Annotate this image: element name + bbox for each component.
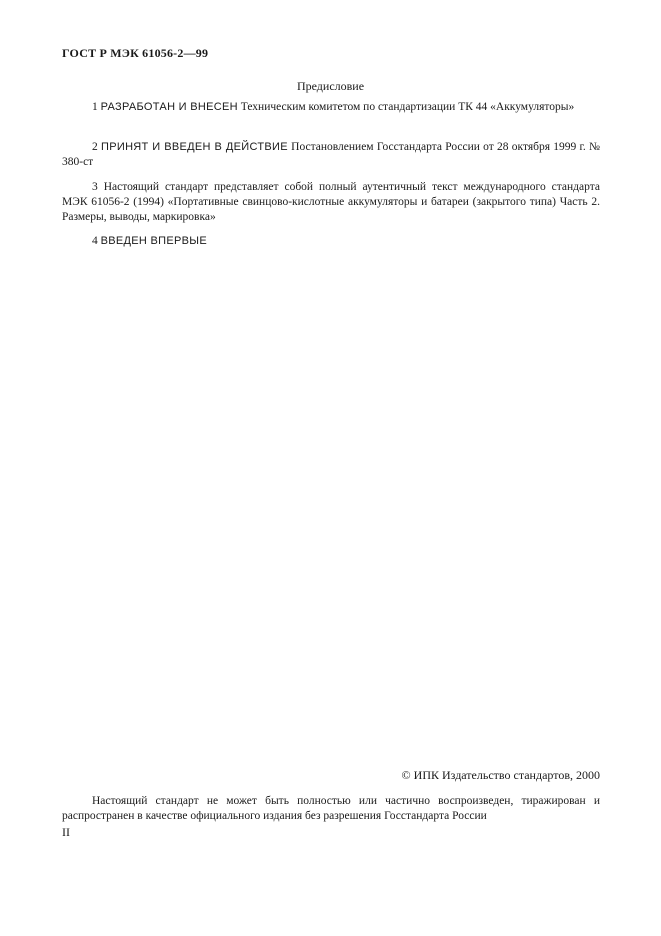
paragraph-number: 1: [92, 101, 98, 113]
paragraph-text: Постановлением Госстандарта России от 28 октября 1999 г. № 380-ст: [62, 141, 601, 168]
paragraph-text: Техническим комитетом по стандартизации ТК 44 «Аккумуляторы»: [240, 101, 575, 113]
paragraph-lead: ПРИНЯТ И ВВЕДЕН В ДЕЙСТВИЕ: [101, 141, 288, 153]
paragraph-number: 3: [92, 181, 98, 193]
paragraph-4: [62, 234, 600, 249]
page-number: II: [62, 825, 70, 839]
paragraph-3: [62, 180, 600, 225]
document-code: ГОСТ Р МЭК 61056-2—99: [62, 46, 209, 60]
section-title: Предисловие: [296, 79, 365, 93]
paragraph-number: 4: [92, 235, 98, 247]
paragraph-text: Настоящий стандарт представляет собой полный аутентичный текст международного стандарта МЭК 61056-2 (1994) «Портативные свинцово-кислотные аккумуляторы и батареи (закрытого типа) Часть 2. Размеры, выводы, маркировка»: [62, 181, 600, 223]
paragraph-number: 2: [92, 141, 98, 153]
paragraph-2: [62, 140, 600, 170]
copyright-line: © ИПК Издательство стандартов, 2000: [401, 768, 600, 782]
paragraph-lead: ВВЕДЕН ВПЕРВЫЕ: [100, 235, 207, 247]
paragraph-lead: РАЗРАБОТАН И ВНЕСЕН: [100, 101, 238, 113]
reproduction-notice: Настоящий стандарт не может быть полностью или частично воспроизведен, тиражирован и распространен в качестве официального издания без разрешения Госстандарта России: [62, 795, 600, 822]
paragraph-1: [62, 100, 600, 115]
